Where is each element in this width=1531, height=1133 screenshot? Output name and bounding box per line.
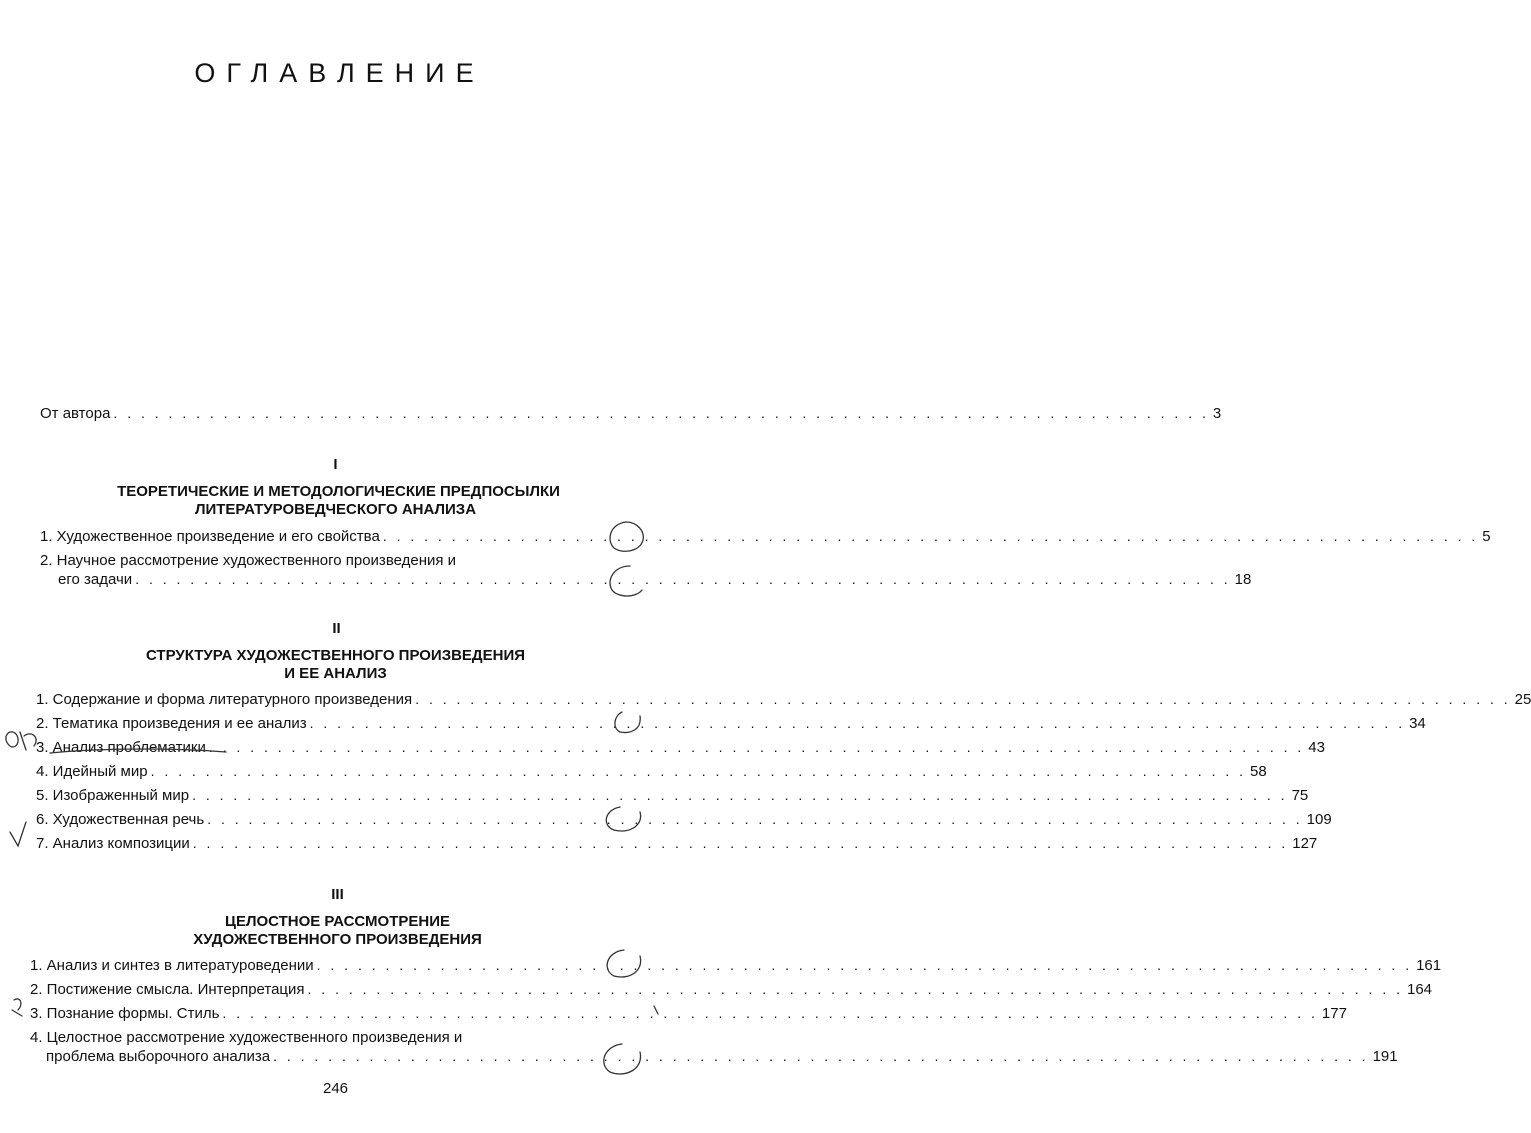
entry-label: 4. Целостное рассмотрение художественного произведения и xyxy=(30,1029,463,1046)
section-numeral: I xyxy=(333,456,338,473)
dot-leader: . . . . . . . . . . . . . . . . . . . . . . . . . . . . . . . . . . . . . . . . . . . . . . . . . . . . . . . . . . . . . . . . . . . . . . . . . . . . . . . . xyxy=(192,787,1288,803)
toc-entry xyxy=(30,956,1442,975)
toc-entry xyxy=(36,690,1531,709)
entry-page: 75 xyxy=(1291,787,1309,804)
entry-label: 5. Изображенный мир xyxy=(36,787,190,804)
dot-leader: . . . . . . . . . . . . . . . . . . . . . . . . . . . . . . . . . . . . . . . . . . . . . . . . . . . . . . . . . . . . . . . . . . . . . . . . . . . . . . . . xyxy=(208,739,1305,755)
entry-label: 6. Художественная речь xyxy=(36,811,205,828)
toc-entry-preface xyxy=(40,404,1222,423)
toc-entry xyxy=(30,980,1433,999)
entry-page: 161 xyxy=(1416,957,1442,974)
entry-label: 4. Идейный мир xyxy=(36,763,148,780)
dot-leader: . . . . . . . . . . . . . . . . . . . . . . . . . . . . . . . . . . . . . . . . . . . . . . . . . . . . . . . . . . . . . . . . . . . . . . . . . . . . . . . . xyxy=(192,835,1289,851)
entry-label: 1. Содержание и форма литературного произведения xyxy=(36,691,413,708)
dot-leader: . . . . . . . . . . . . . . . . . . . . . . . . . . . . . . . . . . . . . . . . . . . . . . . . . . . . . . . . . . . . . . . . . . . . . . . . . . . . . . . . xyxy=(135,571,1231,587)
toc-entry xyxy=(46,1047,1398,1066)
toc-entry xyxy=(36,762,1267,781)
toc-entry xyxy=(36,714,1426,733)
margin-scribble xyxy=(6,732,36,750)
section-title-line: ЦЕЛОСТНОЕ РАССМОТРЕНИЕ xyxy=(224,913,450,930)
entry-page: 18 xyxy=(1234,571,1252,588)
check-mark xyxy=(10,822,26,846)
dot-leader: . . . . . . . . . . . . . . . . . . . . . . . . . . . . . . . . . . . . . . . . . . . . . . . . . . . . . . . . . . . . . . . . . . . . . . . . . . . . . . . . xyxy=(316,957,1413,973)
toc-entry xyxy=(30,1004,1347,1023)
page-number: 246 xyxy=(322,1080,349,1097)
toc-entry xyxy=(36,786,1309,805)
toc-entry xyxy=(36,810,1332,829)
dot-leader: . . . . . . . . . . . . . . . . . . . . . . . . . . . . . . . . . . . . . . . . . . . . . . . . . . . . . . . . . . . . . . . . . . . . . . . . . . . . . . . . xyxy=(382,528,1479,544)
dot-leader: . . . . . . . . . . . . . . . . . . . . . . . . . . . . . . . . . . . . . . . . . . . . . . . . . . . . . . . . . . . . . . . . . . . . . . . . . . . . . . . . xyxy=(273,1048,1369,1064)
section-title-line: И ЕЕ АНАЛИЗ xyxy=(284,665,387,682)
section-title-line: СТРУКТУРА ХУДОЖЕСТВЕННОГО ПРОИЗВЕДЕНИЯ xyxy=(145,647,526,664)
toc-entry xyxy=(58,570,1252,589)
entry-label: 1. Художественное произведение и его свойства xyxy=(40,528,380,545)
entry-page: 25 xyxy=(1514,691,1531,708)
toc-entry xyxy=(40,527,1491,546)
section-numeral: III xyxy=(331,886,344,903)
dot-leader: . . . . . . . . . . . . . . . . . . . . . . . . . . . . . . . . . . . . . . . . . . . . . . . . . . . . . . . . . . . . . . . . . . . . . . . . . . . . . . . . xyxy=(307,981,1403,997)
entry-page: 3 xyxy=(1212,405,1222,422)
entry-label-continuation: его задачи xyxy=(58,571,133,588)
dot-leader: . . . . . . . . . . . . . . . . . . . . . . . . . . . . . . . . . . . . . . . . . . . . . . . . . . . . . . . . . . . . . . . . . . . . . . . . . . . . . . . . xyxy=(207,811,1303,827)
entry-label: 3. Познание формы. Стиль xyxy=(30,1005,220,1022)
entry-page: 5 xyxy=(1482,528,1491,545)
dot-leader: . . . . . . . . . . . . . . . . . . . . . . . . . . . . . . . . . . . . . . . . . . . . . . . . . . . . . . . . . . . . . . . . . . . . . . . . . . . . . . . . xyxy=(222,1005,1318,1021)
section-title-line: ХУДОЖЕСТВЕННОГО ПРОИЗВЕДЕНИЯ xyxy=(193,931,482,948)
entry-page: 191 xyxy=(1372,1048,1398,1065)
entry-label: 2. Научное рассмотрение художественного произведения и xyxy=(40,552,457,569)
entry-label-continuation: проблема выборочного анализа xyxy=(46,1048,271,1065)
entry-label: 2. Тематика произведения и ее анализ xyxy=(36,715,307,732)
toc-entry xyxy=(36,834,1318,853)
entry-page: 109 xyxy=(1306,811,1332,828)
entry-page: 34 xyxy=(1409,715,1426,732)
dot-leader: . . . . . . . . . . . . . . . . . . . . . . . . . . . . . . . . . . . . . . . . . . . . . . . . . . . . . . . . . . . . . . . . . . . . . . . . . . . . . . . . xyxy=(415,691,1511,707)
section-title-line: ЛИТЕРАТУРОВЕДЧЕСКОГО АНАЛИЗА xyxy=(194,501,477,518)
section-title-line: ТЕОРЕТИЧЕСКИЕ И МЕТОДОЛОГИЧЕСКИЕ ПРЕДПОСЫЛКИ xyxy=(117,483,560,500)
entry-page: 127 xyxy=(1292,835,1318,852)
entry-label: От автора xyxy=(40,405,111,422)
entry-label: 3. Анализ проблематики xyxy=(36,739,206,756)
section-numeral: II xyxy=(332,620,341,637)
entry-page: 177 xyxy=(1321,1005,1347,1022)
entry-label: 7. Анализ композиции xyxy=(36,835,190,852)
entry-label: 1. Анализ и синтез в литературоведении xyxy=(30,957,314,974)
entry-page: 43 xyxy=(1308,739,1325,756)
toc-entry xyxy=(36,738,1325,757)
page-title: ОГЛАВЛЕНИЕ xyxy=(194,58,485,88)
margin-scribble xyxy=(12,999,22,1016)
dot-leader: . . . . . . . . . . . . . . . . . . . . . . . . . . . . . . . . . . . . . . . . . . . . . . . . . . . . . . . . . . . . . . . . . . . . . . . . . . . . . . . . xyxy=(309,715,1406,731)
entry-page: 164 xyxy=(1407,981,1433,998)
entry-page: 58 xyxy=(1250,763,1267,780)
entry-label: 2. Постижение смысла. Интерпретация xyxy=(30,981,305,998)
dot-leader: . . . . . . . . . . . . . . . . . . . . . . . . . . . . . . . . . . . . . . . . . . . . . . . . . . . . . . . . . . . . . . . . . . . . . . . . . . . . . . . . xyxy=(150,763,1247,779)
dot-leader: . . . . . . . . . . . . . . . . . . . . . . . . . . . . . . . . . . . . . . . . . . . . . . . . . . . . . . . . . . . . . . . . . . . . . . . . . . . . . . . . xyxy=(113,405,1209,421)
